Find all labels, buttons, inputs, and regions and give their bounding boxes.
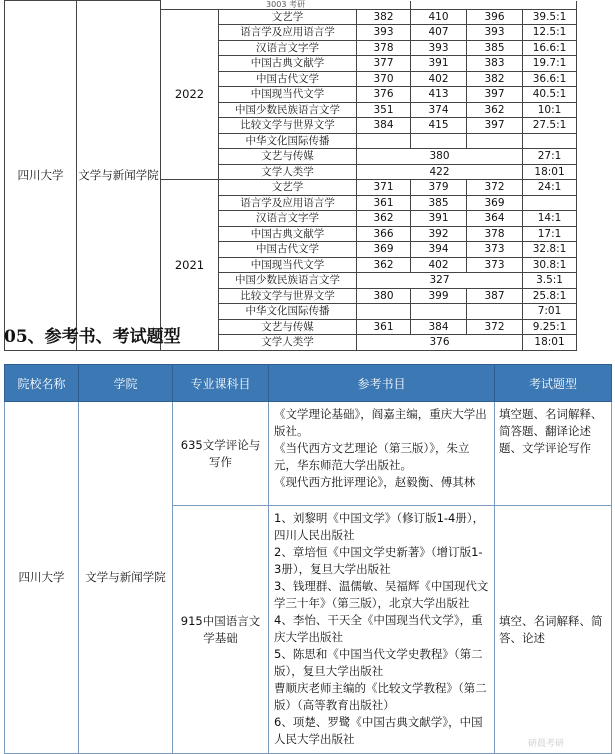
major-cell: 中国古典文献学 <box>219 56 357 72</box>
major-cell: 汉语言文字学 <box>219 211 357 227</box>
score-cell: 376 <box>357 87 411 103</box>
score-cell: 393 <box>467 25 523 41</box>
score-cell-merged: 327 <box>357 273 523 289</box>
score-cell: 415 <box>411 118 467 134</box>
ratio-cell: 24:1 <box>523 180 577 196</box>
major-cell: 中国古代文学 <box>219 242 357 258</box>
book-item: 《当代西方文艺理论（第三版）》，朱立元，华东师范大学出版社。 <box>274 441 470 472</box>
score-cell: 370 <box>357 71 411 87</box>
score-cell-merged: 422 <box>357 164 523 180</box>
ratio-cell: 10:1 <box>523 102 577 118</box>
score-cell: 402 <box>411 257 467 273</box>
score-cell: 379 <box>411 180 467 196</box>
score-cell: 384 <box>411 319 467 335</box>
book-item: 曹顺庆老师主编的《比较文学教程》（第二版）（高等教育出版社） <box>274 681 487 712</box>
score-cell: 373 <box>467 242 523 258</box>
score-cell: 399 <box>411 288 467 304</box>
ratio-cell: 7:01 <box>523 304 577 320</box>
book-item: 4、李怡、干天全《中国现当代文学》，重庆大学出版社 <box>274 613 483 644</box>
score-cell: 385 <box>467 40 523 56</box>
score-cell: 372 <box>467 180 523 196</box>
score-cell: 361 <box>357 195 411 211</box>
score-cell: 407 <box>411 25 467 41</box>
top-partial-text: 3003 考研 <box>161 1 411 10</box>
score-cell: 362 <box>467 102 523 118</box>
score-table <box>4 0 577 351</box>
subject-cell: 915中国语言文学基础 <box>173 506 269 754</box>
ratio-cell: 36.6:1 <box>523 71 577 87</box>
ratio-cell: 30.8:1 <box>523 257 577 273</box>
major-cell: 汉语言文字学 <box>219 40 357 56</box>
score-cell: 394 <box>411 242 467 258</box>
score-cell: 378 <box>357 40 411 56</box>
ratio-cell: 39.5:1 <box>523 9 577 25</box>
ratio-cell: 14:1 <box>523 211 577 227</box>
reference-header-row <box>5 365 612 402</box>
exam-type-cell: 填空、名词解释、简答、论述 <box>495 506 612 754</box>
score-cell: 373 <box>467 257 523 273</box>
ratio-cell <box>523 195 577 211</box>
score-cell <box>411 133 467 149</box>
score-cell: 385 <box>411 195 467 211</box>
score-table-body <box>5 1 577 351</box>
major-cell: 中国古代文学 <box>219 71 357 87</box>
score-cell: 410 <box>411 9 467 25</box>
major-cell: 文艺学 <box>219 180 357 196</box>
ratio-cell: 16.6:1 <box>523 40 577 56</box>
score-cell: 397 <box>467 118 523 134</box>
book-item: 5、陈思和《中国当代文学史教程》（第二版），复旦大学出版社 <box>274 647 483 678</box>
score-cell: 361 <box>357 319 411 335</box>
score-cell: 383 <box>467 56 523 72</box>
major-cell: 中华文化国际传播 <box>219 304 357 320</box>
table-row <box>5 402 612 506</box>
score-cell: 397 <box>467 87 523 103</box>
ratio-cell <box>523 133 577 149</box>
book-item: 《现代西方批评理论》，赵毅衡、傅其林 <box>274 475 476 489</box>
score-cell: 384 <box>357 118 411 134</box>
score-cell: 372 <box>467 319 523 335</box>
score-cell: 382 <box>467 71 523 87</box>
year-cell: 2021 <box>161 180 219 351</box>
score-cell: 362 <box>357 257 411 273</box>
major-cell: 文艺与传媒 <box>219 149 357 165</box>
score-cell: 362 <box>357 211 411 227</box>
ref-university-cell: 四川大学 <box>5 402 79 754</box>
score-cell-merged: 376 <box>357 335 523 351</box>
book-item: 1、刘黎明《中国文学》（修订版1-4册），四川人民出版社 <box>274 511 485 542</box>
book-item: 3、钱理群、温儒敏、吴福辉《中国现代文学三十年》（第三版），北京大学出版社 <box>274 579 489 610</box>
score-cell <box>467 304 523 320</box>
score-cell: 351 <box>357 102 411 118</box>
ratio-cell: 19.7:1 <box>523 56 577 72</box>
header-books: 参考书目 <box>269 365 495 402</box>
table-row <box>5 1 577 10</box>
score-cell: 393 <box>357 25 411 41</box>
header-college: 学院 <box>79 365 173 402</box>
score-cell: 396 <box>467 9 523 25</box>
score-cell: 366 <box>357 226 411 242</box>
major-cell: 中国现当代文学 <box>219 87 357 103</box>
ref-college-cell: 文学与新闻学院 <box>79 402 173 754</box>
ratio-cell: 9.25:1 <box>523 319 577 335</box>
score-cell: 402 <box>411 71 467 87</box>
score-cell: 378 <box>467 226 523 242</box>
ratio-cell: 18:01 <box>523 164 577 180</box>
books-cell <box>269 506 495 754</box>
reference-table <box>4 364 612 754</box>
score-cell <box>411 304 467 320</box>
score-cell: 413 <box>411 87 467 103</box>
section-heading: 05、参考书、考试题型 <box>4 327 181 347</box>
university-cell: 四川大学 <box>5 1 77 351</box>
ratio-cell: 3.5:1 <box>523 273 577 289</box>
major-cell: 中华文化国际传播 <box>219 133 357 149</box>
score-cell: 369 <box>467 195 523 211</box>
score-cell: 391 <box>411 56 467 72</box>
college-cell: 文学与新闻学院 <box>77 1 161 351</box>
major-cell: 语言学及应用语言学 <box>219 25 357 41</box>
books-cell <box>269 402 495 506</box>
ratio-cell: 27:1 <box>523 149 577 165</box>
score-cell: 377 <box>357 56 411 72</box>
major-cell: 文学人类学 <box>219 335 357 351</box>
score-cell <box>357 304 411 320</box>
score-cell <box>357 133 411 149</box>
ratio-cell: 32.8:1 <box>523 242 577 258</box>
major-cell: 文艺学 <box>219 9 357 25</box>
book-item: 6、项楚、罗鹭《中国古典文献学》，中国人民大学出版社 <box>274 715 483 746</box>
header-subject: 专业课科目 <box>173 365 269 402</box>
ratio-cell: 12.5:1 <box>523 25 577 41</box>
major-cell: 比较文学与世界文学 <box>219 118 357 134</box>
ratio-cell: 18:01 <box>523 335 577 351</box>
major-cell: 中国少数民族语言文学 <box>219 273 357 289</box>
ratio-cell: 40.5:1 <box>523 87 577 103</box>
score-cell: 369 <box>357 242 411 258</box>
score-cell <box>467 133 523 149</box>
score-cell: 387 <box>467 288 523 304</box>
major-cell: 比较文学与世界文学 <box>219 288 357 304</box>
major-cell: 语言学及应用语言学 <box>219 195 357 211</box>
subject-cell: 635文学评论与写作 <box>173 402 269 506</box>
ratio-cell: 17:1 <box>523 226 577 242</box>
major-cell: 中国古典文献学 <box>219 226 357 242</box>
score-cell: 392 <box>411 226 467 242</box>
exam-type-cell: 填空题、名词解释、简答题、翻译论述题、文学评论写作 <box>495 402 612 506</box>
header-exam-type: 考试题型 <box>495 365 612 402</box>
score-cell: 393 <box>411 40 467 56</box>
ratio-cell: 27.5:1 <box>523 118 577 134</box>
major-cell: 中国现当代文学 <box>219 257 357 273</box>
score-cell: 380 <box>357 288 411 304</box>
score-cell: 371 <box>357 180 411 196</box>
major-cell: 中国少数民族语言文学 <box>219 102 357 118</box>
score-cell: 364 <box>467 211 523 227</box>
book-item: 2、章培恒《中国文学史新著》（增订版1-3册），复旦大学出版社 <box>274 545 483 576</box>
book-item: 《文学理论基础》，阎嘉主编，重庆大学出版社。 <box>274 407 487 438</box>
watermark-text: 研晨考研 <box>528 739 565 749</box>
major-cell: 文艺与传媒 <box>219 319 357 335</box>
score-cell-merged: 380 <box>357 149 523 165</box>
score-cell: 382 <box>357 9 411 25</box>
score-cell: 391 <box>411 211 467 227</box>
ratio-cell: 25.8:1 <box>523 288 577 304</box>
score-cell: 374 <box>411 102 467 118</box>
year-cell: 2022 <box>161 9 219 180</box>
header-university: 院校名称 <box>5 365 79 402</box>
major-cell: 文学人类学 <box>219 164 357 180</box>
